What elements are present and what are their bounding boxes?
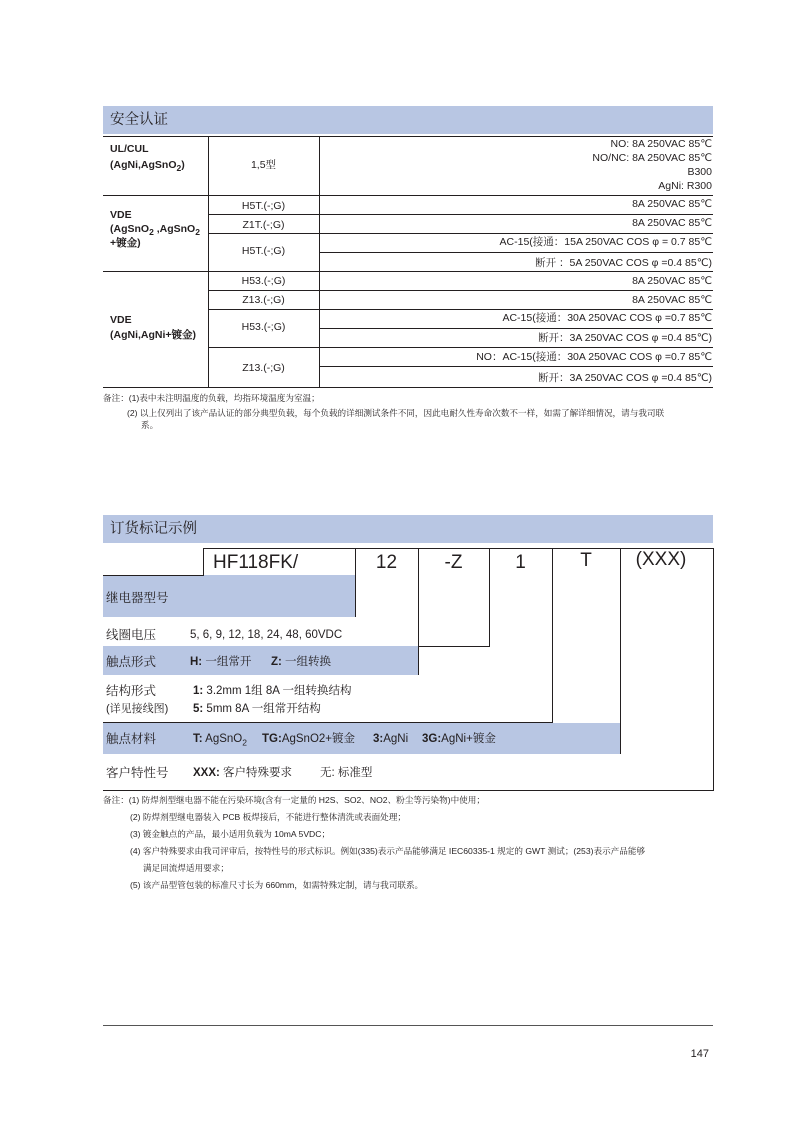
customer-standard: 无: 标准型 bbox=[320, 767, 373, 779]
material-tg: TG:AgSnO2+镀金 bbox=[262, 733, 356, 745]
contact-z: Z: 一组转换 bbox=[271, 656, 332, 668]
vde2-type-4: Z13.(-;G) bbox=[242, 362, 285, 374]
ordering-note-4-cont: 满足回流焊适用要求； bbox=[143, 863, 229, 873]
customer-label: 客户特性号 bbox=[106, 766, 169, 780]
ordering-note-2: (2) 防焊剂型继电器装入 PCB 板焊接后，不能进行整体清洗或表面处理； bbox=[130, 812, 406, 822]
safety-section-header bbox=[103, 106, 713, 134]
safety-section-title: 安全认证 bbox=[110, 112, 168, 128]
vde2-type-1: H53.(-;G) bbox=[241, 275, 286, 287]
ordering-note-1: 备注：(1) 防焊剂型继电器不能在污染环境(含有一定量的 H2S、SO2、NO2、粉尘等污染物)中使用； bbox=[103, 795, 485, 805]
vde1-type-2: Z1T.(-;G) bbox=[242, 219, 285, 231]
ordering-note-4: (4) 客户特殊要求由我司评审后，按特性号的形式标识。例如(335)表示产品能够满足 IEC60335-1 规定的 GWT 测试；(253)表示产品能够 bbox=[130, 846, 646, 856]
ul-material: (AgNi,AgSnO$_2$) bbox=[110, 159, 185, 174]
vde2-rating-4: 断开：3A 250VAC COS φ =0.4 85℃) bbox=[538, 332, 712, 344]
model-label: 继电器型号 bbox=[106, 591, 169, 605]
vde2-rating-2: 8A 250VAC 85℃ bbox=[632, 294, 712, 306]
structure-5: 5: 5mm 8A 一组常开结构 bbox=[193, 703, 321, 715]
code-customer: (XXX) bbox=[635, 549, 687, 570]
footer-rule bbox=[103, 1025, 713, 1026]
ordering-note-3: (3) 镀金触点的产品，最小适用负载为 10mA 5VDC； bbox=[130, 829, 331, 839]
ul-name: UL/CUL bbox=[110, 143, 149, 155]
vde1-name: VDE bbox=[110, 209, 132, 221]
vde1-type-1: H5T.(-;G) bbox=[241, 200, 286, 212]
vde2-type-3: H53.(-;G) bbox=[241, 321, 286, 333]
vde1-material-plating: +镀金) bbox=[110, 237, 141, 249]
ul-rating-r300: AgNi: R300 bbox=[658, 180, 712, 192]
safety-note-1: 备注：(1)表中未注明温度的负载，均指环境温度为室温； bbox=[103, 393, 320, 403]
vde1-rating-3: AC-15(接通：15A 250VAC COS φ = 0.7 85℃ bbox=[499, 236, 712, 248]
ul-rating-no: NO: 8A 250VAC 85℃ bbox=[610, 138, 712, 150]
vde2-rating-5: NO：AC-15(接通：30A 250VAC COS φ =0.7 85℃ bbox=[476, 351, 712, 363]
vde2-type-2: Z13.(-;G) bbox=[242, 294, 285, 306]
vde1-rating-1: 8A 250VAC 85℃ bbox=[632, 198, 712, 210]
vde1-material: (AgSnO$_2$ ,AgSnO$_2$ bbox=[110, 223, 200, 238]
ul-type: 1,5型 bbox=[250, 159, 277, 171]
voltage-value: 5, 6, 9, 12, 18, 24, 48, 60VDC bbox=[190, 629, 343, 641]
ordering-note-5: (5) 该产品型管包装的标准尺寸长为 660mm，如需特殊定制，请与我司联系。 bbox=[130, 880, 424, 890]
code-voltage: 12 bbox=[375, 552, 398, 573]
contact-h: H: 一组常开 bbox=[190, 656, 252, 668]
ordering-section-header bbox=[103, 515, 713, 543]
customer-xxx: XXX: 客户特殊要求 bbox=[193, 767, 293, 779]
safety-note-2-cont: 系。 bbox=[141, 420, 159, 430]
vde2-name: VDE bbox=[110, 314, 132, 326]
ul-rating-nonc: NO/NC: 8A 250VAC 85℃ bbox=[592, 152, 712, 164]
structure-1: 1: 3.2mm 1组 8A 一组转换结构 bbox=[193, 685, 352, 697]
ul-rating-b300: B300 bbox=[687, 166, 712, 178]
vde2-rating-3: AC-15(接通：30A 250VAC COS φ =0.7 85℃ bbox=[502, 312, 712, 324]
structure-label: 结构形式 bbox=[106, 684, 157, 698]
code-structure: 1 bbox=[515, 552, 526, 573]
vde2-rating-6: 断开：3A 250VAC COS φ =0.4 85℃) bbox=[538, 372, 712, 384]
page-number: 147 bbox=[690, 1048, 709, 1060]
safety-note-2: (2) 以上仅列出了该产品认证的部分典型负载，每个负载的详细测试条件不同，因此电耐久性寿命次数不一样，如需了解详细情况，请与我司联 bbox=[127, 408, 665, 418]
vde1-rating-4: 断开 ：5A 250VAC COS φ =0.4 85℃) bbox=[535, 257, 712, 269]
material-label: 触点材料 bbox=[106, 732, 157, 746]
vde2-rating-1: 8A 250VAC 85℃ bbox=[632, 275, 712, 287]
structure-sub-label: (详见接线图) bbox=[106, 703, 169, 715]
code-model: HF118FK/ bbox=[213, 552, 299, 573]
material-3: 3:AgNi bbox=[373, 733, 409, 745]
contact-label: 触点形式 bbox=[106, 655, 157, 669]
code-contact: -Z bbox=[444, 552, 463, 573]
voltage-label: 线圈电压 bbox=[106, 628, 157, 642]
code-material: T bbox=[580, 550, 592, 571]
vde1-type-3: H5T.(-;G) bbox=[241, 245, 286, 257]
material-t: T: AgSnO$_2$ bbox=[193, 733, 247, 748]
vde2-material: (AgNi,AgNi+镀金) bbox=[110, 329, 197, 341]
ordering-section-title: 订货标记示例 bbox=[110, 521, 197, 537]
material-3g: 3G:AgNi+镀金 bbox=[422, 733, 496, 745]
vde1-rating-2: 8A 250VAC 85℃ bbox=[632, 217, 712, 229]
